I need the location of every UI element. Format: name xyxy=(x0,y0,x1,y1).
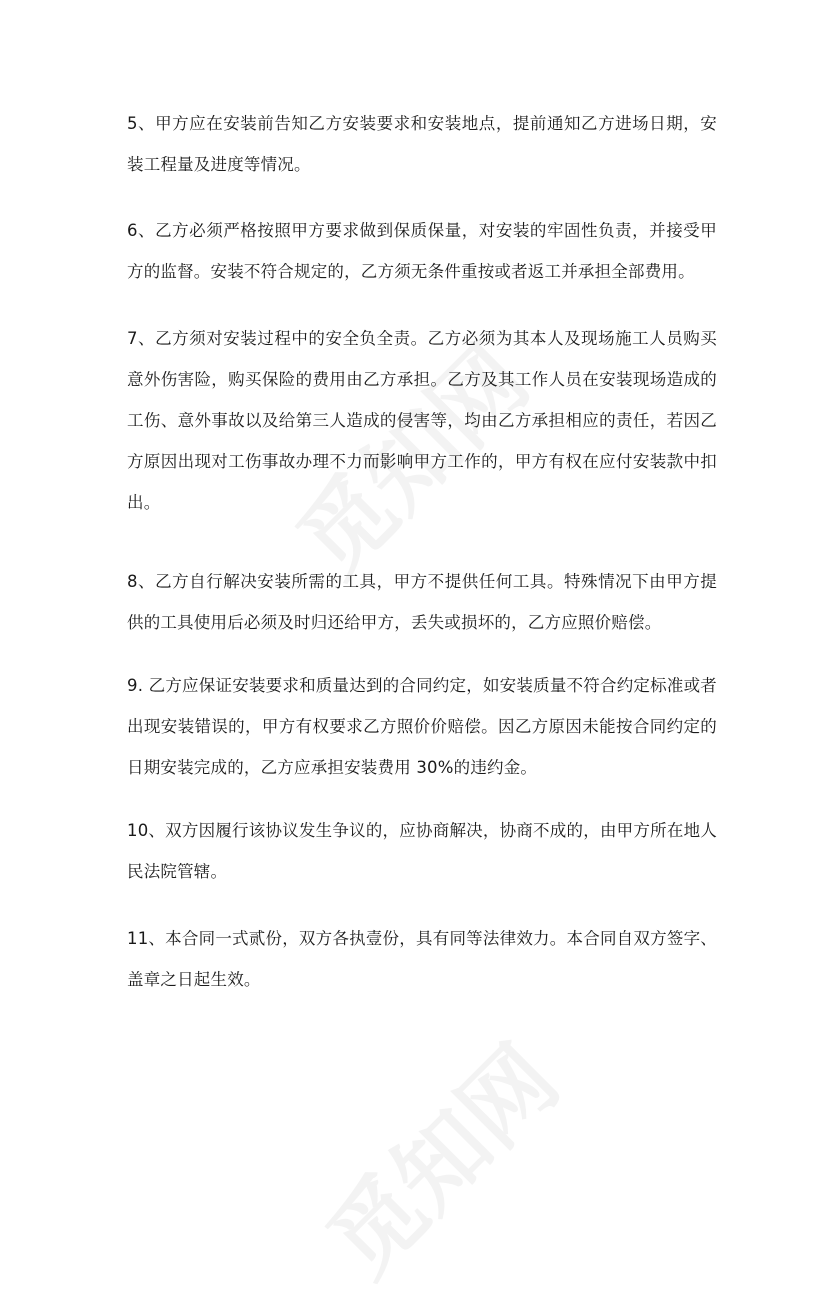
clause-8: 8、乙方自行解决安装所需的工具，甲方不提供任何工具。特殊情况下由甲方提供的工具使用后必须及时归还给甲方，丢失或损坏的，乙方应照价赔偿。 xyxy=(127,572,717,632)
watermark xyxy=(294,1012,583,1300)
clause-9: 9. 乙方应保证安装要求和质量达到的合同约定，如安装质量不符合约定标准或者出现安装错误的，甲方有权要求乙方照价价赔偿。因乙方原因未能按合同约定的日期安装完成的，乙方应承担安装费用 30%的违约金。 xyxy=(127,676,717,777)
clause-5: 5、甲方应在安装前告知乙方安装要求和安装地点，提前通知乙方进场日期，安装工程量及进度等情况。 xyxy=(127,114,717,174)
clause-6: 6、乙方必须严格按照甲方要求做到保质保量，对安装的牢固性负责，并接受甲方的监督。安装不符合规定的，乙方须无条件重按或者返工并承担全部费用。 xyxy=(127,221,717,281)
clause-7: 7、乙方须对安装过程中的安全负全责。乙方必须为其本人及现场施工人员购买意外伤害险，购买保险的费用由乙方承担。乙方及其工作人员在安装现场造成的工伤、意外事故以及给第三人造成的侵害等，均由乙方承担相应的责任，若因乙方原因出现对工伤事故办理不力而影响甲方工作的，甲方有权在应付安装款中扣出。 xyxy=(127,329,717,512)
clause-11: 11、本合同一式贰份，双方各执壹份，具有同等法律效力。本合同自双方签字、盖章之日起生效。 xyxy=(127,929,717,989)
clause-10: 10、双方因履行该协议发生争议的，应协商解决，协商不成的，由甲方所在地人民法院管辖。 xyxy=(127,821,717,881)
